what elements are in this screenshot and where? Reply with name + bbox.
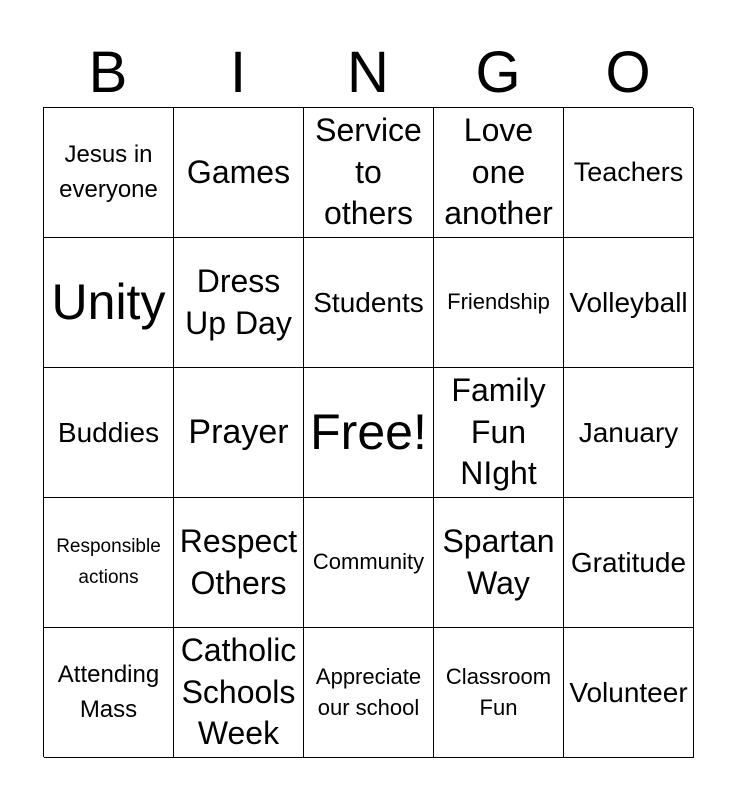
- header-letter-n: N: [347, 40, 389, 105]
- cell-label: Friendship: [447, 289, 550, 315]
- cell-label: Gratitude: [570, 546, 687, 578]
- cell-label: Love one another: [444, 112, 553, 232]
- cell-label: Buddies: [57, 416, 160, 448]
- bingo-cell[interactable]: [174, 238, 304, 368]
- bingo-cell[interactable]: [44, 368, 174, 498]
- bingo-cell[interactable]: [44, 238, 174, 368]
- bingo-cell[interactable]: [434, 368, 564, 498]
- bingo-header: [43, 40, 693, 106]
- bingo-cell[interactable]: [564, 498, 694, 628]
- bingo-cell[interactable]: [434, 498, 564, 628]
- cell-label: January: [578, 416, 679, 448]
- bingo-cell[interactable]: [434, 628, 564, 758]
- cell-label: Jesus in everyone: [59, 140, 158, 203]
- cell-label: Respect Others: [179, 522, 298, 601]
- bingo-cell[interactable]: [304, 108, 434, 238]
- header-letter-g: G: [475, 40, 521, 105]
- bingo-cell[interactable]: [564, 368, 694, 498]
- bingo-cell[interactable]: [44, 498, 174, 628]
- cell-label: Catholic Schools Week: [180, 632, 297, 752]
- bingo-cell[interactable]: [174, 108, 304, 238]
- bingo-cell[interactable]: [44, 108, 174, 238]
- cell-label: Community: [312, 549, 425, 575]
- bingo-cell[interactable]: [564, 628, 694, 758]
- bingo-cell[interactable]: [174, 368, 304, 498]
- cell-label: Games: [186, 153, 291, 190]
- cell-label: Dress Up Day: [185, 262, 292, 341]
- bingo-cell[interactable]: [174, 628, 304, 758]
- header-letter-b: B: [88, 40, 128, 105]
- free-space-label: Free!: [310, 404, 427, 460]
- bingo-cell[interactable]: [304, 498, 434, 628]
- header-letter-i: I: [229, 40, 247, 105]
- bingo-cell[interactable]: [44, 628, 174, 758]
- bingo-cell[interactable]: [304, 628, 434, 758]
- bingo-cell[interactable]: [564, 108, 694, 238]
- bingo-board: [43, 107, 693, 757]
- bingo-cell[interactable]: [564, 238, 694, 368]
- cell-label: Family Fun NIght: [451, 372, 546, 492]
- cell-label: Unity: [51, 274, 166, 330]
- bingo-cell[interactable]: [434, 238, 564, 368]
- cell-label: Classroom Fun: [445, 663, 552, 720]
- cell-label: Students: [313, 286, 424, 318]
- cell-label: Prayer: [188, 413, 289, 452]
- header-letter-o: O: [605, 40, 651, 105]
- cell-label: Appreciate our school: [315, 663, 422, 720]
- cell-label: Service to others: [315, 112, 422, 232]
- cell-label: Responsible actions: [56, 536, 161, 588]
- cell-label: Volleyball: [569, 286, 688, 318]
- cell-label: Teachers: [573, 156, 684, 187]
- free-space-cell[interactable]: [304, 368, 434, 498]
- bingo-cell[interactable]: [174, 498, 304, 628]
- cell-label: Spartan Way: [442, 522, 555, 601]
- cell-label: Attending Mass: [57, 660, 160, 723]
- bingo-cell[interactable]: [434, 108, 564, 238]
- cell-label: Volunteer: [569, 676, 688, 708]
- bingo-cell[interactable]: [304, 238, 434, 368]
